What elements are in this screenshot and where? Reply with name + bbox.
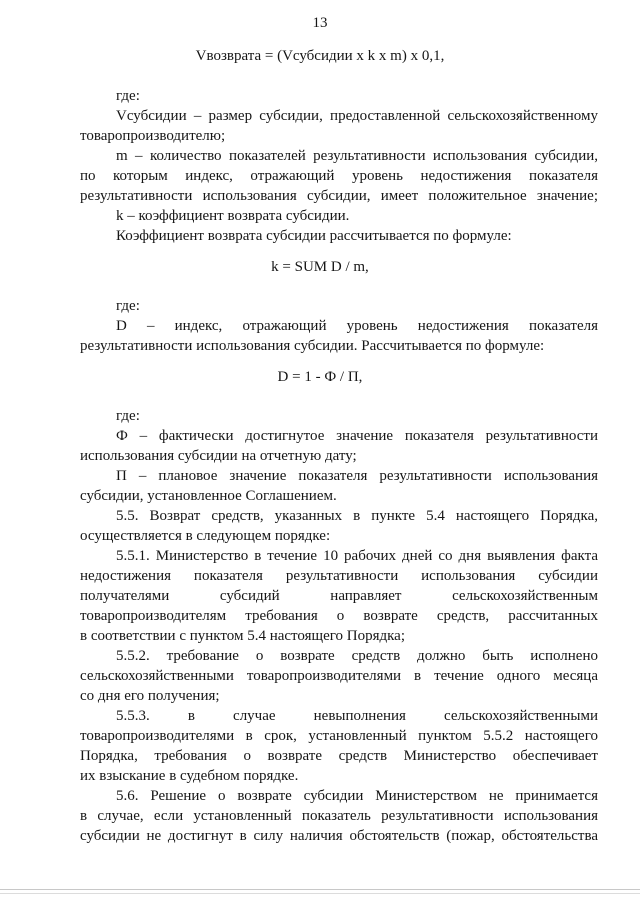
text-line: сельскохозяйственными товаропроизводителями в течение одного месяца: [80, 668, 598, 684]
text-line: в соответствии с пунктом 5.4 настоящего Порядка;: [80, 628, 406, 644]
text-line: где:: [116, 298, 140, 314]
text-line: результативности использования субсидии, имеет положительное значение;: [80, 188, 598, 204]
text-line: со дня его получения;: [80, 688, 220, 704]
text-line: в случае, если установленный показатель результативности использования: [80, 808, 598, 824]
text-line: П – плановое значение показателя результативности использования: [116, 468, 598, 484]
text-line: m – количество показателей результативности использования субсидии,: [116, 148, 598, 164]
text-line: товаропроизводителям требования о возврате средств, рассчитанных: [80, 608, 598, 624]
text-line: 5.5. Возврат средств, указанных в пункте 5.4 настоящего Порядка,: [116, 508, 598, 524]
text-line: 5.6. Решение о возврате субсидии Министерством не принимается: [116, 788, 598, 804]
text-line: субсидии, установленное Соглашением.: [80, 488, 337, 504]
text-line: 5.5.3. в случае невыполнения сельскохозяйственными: [116, 708, 598, 724]
text-line: 5.5.1. Министерство в течение 10 рабочих дней со дня выявления факта: [116, 548, 598, 564]
text-line: осуществляется в следующем порядке:: [80, 528, 331, 544]
text-line: результативности использования субсидии. Рассчитывается по формуле:: [80, 338, 545, 354]
text-line: недостижения показателя результативности использования субсидии: [80, 568, 598, 584]
formula-refund-volume: Vвозврата = (Vсубсидии x k x m) x 0,1,: [195, 48, 445, 64]
text-line: товаропроизводителю;: [80, 128, 226, 144]
text-line: их взыскание в судебном порядке.: [80, 768, 299, 784]
text-line: Коэффициент возврата субсидии рассчитывается по формуле:: [116, 228, 512, 244]
scan-edge-line: [0, 893, 640, 894]
text-line: Порядка, требования о возврате средств Министерство обеспечивает: [80, 748, 598, 764]
text-line: товаропроизводителями в срок, установленный пунктом 5.5.2 настоящего: [80, 728, 598, 744]
text-line: Ф – фактически достигнутое значение показателя результативности: [116, 428, 598, 444]
text-line: k – коэффициент возврата субсидии.: [116, 208, 350, 224]
text-line: по которым индекс, отражающий уровень недостижения показателя: [80, 168, 598, 184]
formula-index: D = 1 - Ф / П,: [277, 369, 363, 385]
text-line: Vсубсидии – размер субсидии, предоставленной сельскохозяйственному: [116, 108, 598, 124]
text-line: субсидии не достигнут в силу наличия обстоятельств (пожар, обстоятельства: [80, 828, 598, 844]
text-line: D – индекс, отражающий уровень недостижения показателя: [116, 318, 598, 334]
page-number: 13: [312, 15, 328, 31]
formula-coefficient: k = SUM D / m,: [271, 259, 369, 275]
text-line: 5.5.2. требование о возврате средств должно быть исполнено: [116, 648, 598, 664]
scan-edge-line: [0, 889, 640, 890]
text-line: где:: [116, 408, 140, 424]
text-line: использования субсидии на отчетную дату;: [80, 448, 357, 464]
text-line: где:: [116, 88, 140, 104]
text-line: получателями субсидий направляет сельскохозяйственным: [80, 588, 598, 604]
